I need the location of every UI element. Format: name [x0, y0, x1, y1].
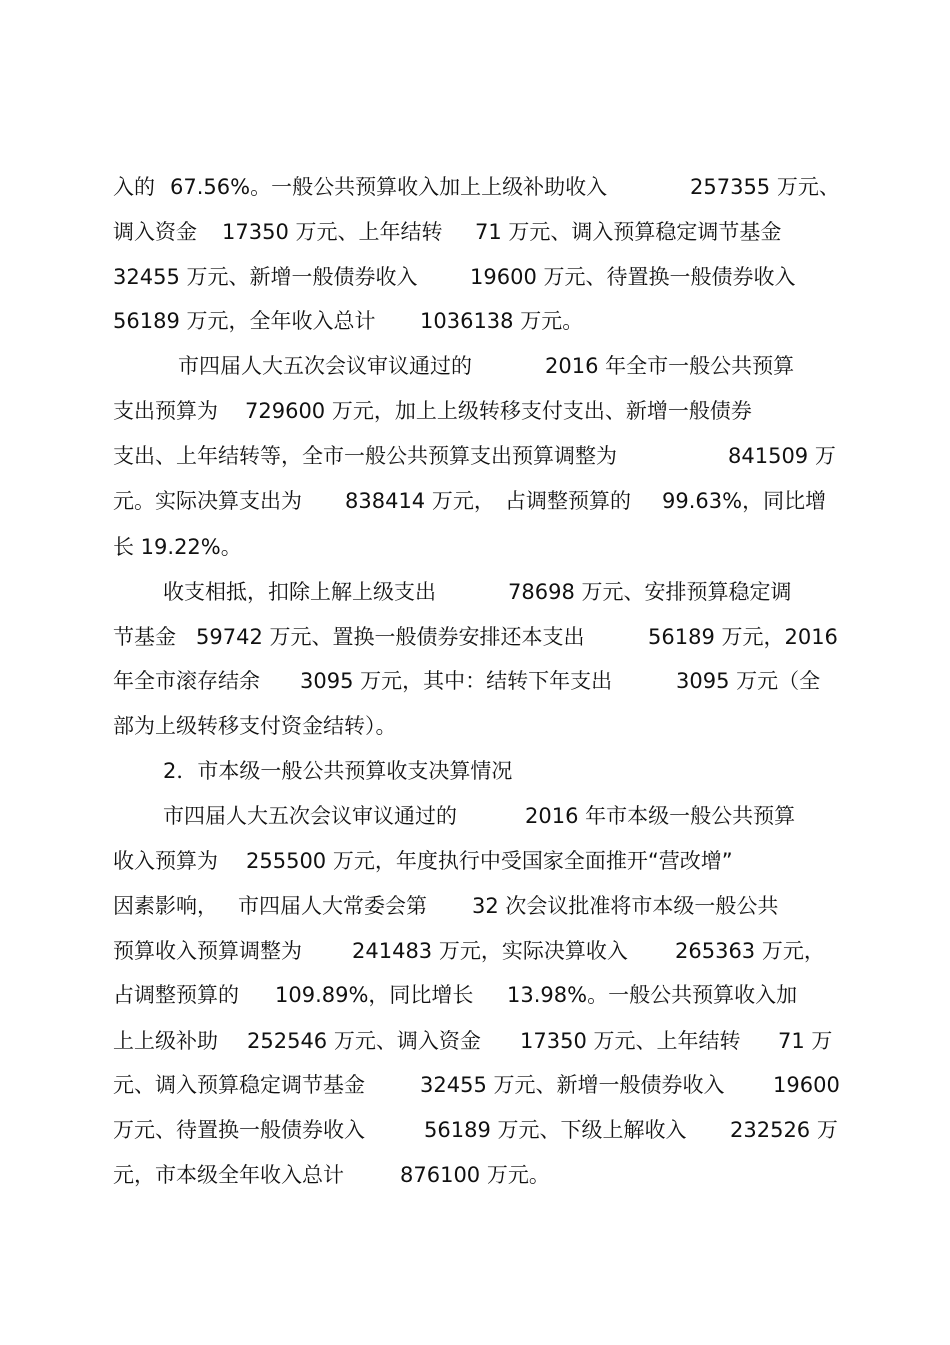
text-segment: 调入资金	[113, 220, 197, 244]
text-segment: 32 次会议批准将市本级一般公共	[472, 894, 779, 918]
text-line	[0, 575, 950, 609]
text-segment: 市四届人大五次会议审议通过的	[178, 354, 472, 378]
text-line	[0, 934, 950, 968]
text-segment: 3095 万元，其中：结转下年支出	[300, 669, 613, 693]
text-segment: 109.89%，同比增长	[275, 983, 474, 1007]
text-line	[0, 620, 950, 654]
text-line	[0, 844, 950, 878]
text-segment: 17350 万元、上年结转	[222, 220, 443, 244]
text-segment: 占调整预算的	[113, 983, 239, 1007]
text-segment: 入的	[113, 175, 155, 199]
text-line	[0, 394, 950, 428]
text-segment: 56189 万元、下级上解收入	[424, 1118, 687, 1142]
text-segment: 收支相抵，扣除上解上级支出	[163, 580, 436, 604]
text-line	[0, 304, 950, 338]
text-segment: 预算收入预算调整为	[113, 939, 302, 963]
text-line	[0, 709, 950, 743]
text-segment: 13.98%。一般公共预算收入加	[507, 983, 798, 1007]
text-segment: 3095 万元（全	[676, 669, 821, 693]
text-segment: 232526 万	[730, 1118, 838, 1142]
text-line	[0, 1158, 950, 1192]
text-segment: 收入预算为	[113, 849, 218, 873]
text-segment: 2016 年市本级一般公共预算	[525, 804, 796, 828]
text-line	[0, 1113, 950, 1147]
text-segment: 万元、待置换一般债券收入	[113, 1118, 365, 1142]
text-segment: 56189 万元，2016	[648, 625, 838, 649]
text-segment: 支出预算为	[113, 399, 218, 423]
text-segment: 257355 万元、	[690, 175, 840, 199]
text-line	[0, 1024, 950, 1058]
text-segment: 长 19.22%。	[113, 535, 242, 559]
text-segment: 71 万元、调入预算稳定调节基金	[475, 220, 782, 244]
text-segment: 99.63%，同比增	[662, 489, 827, 513]
text-segment: 因素影响，	[113, 894, 218, 918]
text-line	[0, 889, 950, 923]
text-segment: 17350 万元、上年结转	[520, 1029, 741, 1053]
text-segment: 上上级补助	[113, 1029, 218, 1053]
text-line	[0, 484, 950, 518]
text-segment: 255500 万元，年度执行中受国家全面推开“营改增”	[246, 849, 733, 873]
text-segment: 支出、上年结转等，全市一般公共预算支出预算调整为	[113, 444, 617, 468]
text-segment: 19600 万元、待置换一般债券收入	[470, 265, 796, 289]
text-segment: 市四届人大常委会第	[238, 894, 427, 918]
text-segment: 78698 万元、安排预算稳定调	[508, 580, 792, 604]
text-segment: 252546 万元、调入资金	[247, 1029, 481, 1053]
text-segment: 838414 万元，	[345, 489, 495, 513]
text-line	[0, 1068, 950, 1102]
text-segment: 71 万	[778, 1029, 833, 1053]
text-segment: 年全市滚存结余	[113, 669, 260, 693]
text-segment: 19600	[773, 1073, 840, 1097]
text-segment: 32455 万元、新增一般债券收入	[113, 265, 418, 289]
text-segment: 32455 万元、新增一般债券收入	[420, 1073, 725, 1097]
text-segment: 729600 万元，加上上级转移支付支出、新增一般债券	[245, 399, 752, 423]
section-heading	[0, 754, 950, 788]
text-line	[0, 799, 950, 833]
text-segment: 部为上级转移支付资金结转）。	[113, 714, 397, 738]
text-segment: 1036138 万元。	[420, 309, 584, 333]
text-segment: 元、调入预算稳定调节基金	[113, 1073, 365, 1097]
text-segment: 876100 万元。	[400, 1163, 550, 1187]
text-segment: 265363 万元，	[675, 939, 825, 963]
text-segment: 56189 万元，全年收入总计	[113, 309, 376, 333]
text-segment: 241483 万元，实际决算收入	[352, 939, 628, 963]
text-segment: 67.56%。一般公共预算收入加上上级补助收入	[170, 175, 608, 199]
text-segment: 元。实际决算支出为	[113, 489, 302, 513]
text-line	[0, 439, 950, 473]
text-segment: 占调整预算的	[505, 489, 631, 513]
text-segment: 节基金	[113, 625, 176, 649]
text-line	[0, 260, 950, 294]
section-heading-text: 2．市本级一般公共预算收支决算情况	[163, 759, 513, 783]
text-line	[0, 349, 950, 383]
text-line	[0, 664, 950, 698]
text-line	[0, 978, 950, 1012]
text-line	[0, 170, 950, 204]
text-segment: 元，市本级全年收入总计	[113, 1163, 344, 1187]
text-line	[0, 530, 950, 564]
text-segment: 59742 万元、置换一般债券安排还本支出	[196, 625, 585, 649]
text-segment: 841509 万	[728, 444, 836, 468]
text-line	[0, 215, 950, 249]
text-segment: 2016 年全市一般公共预算	[545, 354, 795, 378]
text-segment: 市四届人大五次会议审议通过的	[163, 804, 457, 828]
